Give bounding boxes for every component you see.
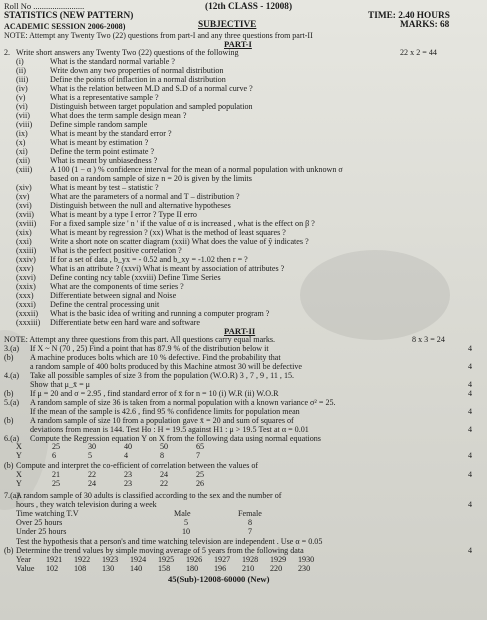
part1-title: PART-I	[224, 39, 252, 49]
part2-question-text: Take all possible samples of size 3 from the population (W.O.R) 3 , 7 , 9 , 11 , 15.	[30, 371, 295, 380]
table-cell: 25	[52, 442, 61, 451]
table-cell: 102	[46, 564, 59, 573]
marks-7b: 4	[468, 546, 473, 555]
table-cell: Over 25 hours	[16, 518, 63, 527]
table-cell: Y	[16, 479, 22, 488]
part2-question-text: A random sample of size 36 is taken from a normal population with a known variance σ² = 25.	[30, 398, 336, 407]
table-cell: 1927	[214, 555, 231, 564]
part1-question-item	[16, 165, 343, 174]
question-number: (iii)	[16, 75, 29, 84]
header-note: NOTE: Attempt any Twenty Two (22) questions from part-I and any three questions from part-II	[4, 31, 313, 40]
table-cell: Male	[174, 509, 191, 518]
table-cell: 196	[214, 564, 227, 573]
question-text: Distinguish between target population and sampled population	[50, 102, 253, 111]
part2-question-text: If the mean of the sample is 42.6 , find 95 % confidence limits for population mean	[30, 407, 300, 416]
question-number: (i)	[16, 57, 24, 66]
question-number: (vi)	[16, 102, 28, 111]
part1-question-item	[16, 255, 248, 264]
class-title: (12th CLASS - 12008)	[205, 2, 293, 12]
question-text: Define conting ncy table (xxviii) Define Time Series	[50, 273, 221, 282]
question-7a-text: A random sample of 30 adults is classified according to the sex and the number of	[16, 491, 282, 500]
table-row-y	[16, 479, 232, 488]
part2-question-text: If μ = 20 and σ = 2.95 , find standard error of x̄ for n = 10 (i) W.R (ii) W.O.R	[30, 389, 279, 398]
question-number: (xii)	[16, 156, 30, 165]
table-cell: Under 25 hours	[16, 527, 67, 536]
table-cell: 10	[182, 527, 191, 536]
part1-question-item	[16, 147, 154, 156]
table-row	[16, 518, 308, 527]
question-text: What are the components of time series ?	[50, 282, 184, 291]
time-allowed: TIME: 2.40 HOURS	[368, 11, 450, 21]
question-text: Write down any two properties of normal distribution	[50, 66, 224, 75]
table-row-year	[16, 555, 326, 564]
question-text: Define the points of inflaction in a normal distribution	[50, 75, 226, 84]
table-cell: 1924	[130, 555, 147, 564]
section-title: SUBJECTIVE	[198, 20, 257, 30]
part1-question-number: 2.	[4, 48, 11, 57]
question-text: What is meant by the standard error ?	[50, 129, 172, 138]
table-cell: 7	[196, 451, 201, 460]
question-text: What is the perfect positive correlation ?	[50, 246, 182, 255]
part2-question-label: (b)	[4, 416, 14, 425]
part2-question-text: A random sample of size 10 from a population gave x̄ = 20 and sum of squares of	[30, 416, 294, 425]
table-cell: 23	[124, 470, 133, 479]
table-cell: X	[16, 442, 22, 451]
table-cell: 1923	[102, 555, 119, 564]
table-cell: 140	[130, 564, 143, 573]
table-cell: 1928	[242, 555, 259, 564]
part1-question-item	[16, 111, 186, 120]
question-number: (xxx)	[16, 291, 34, 300]
table-cell: 1922	[74, 555, 91, 564]
table-header-row	[16, 509, 308, 518]
question-text: Differentiate between signal and Noise	[50, 291, 177, 300]
question-number: (xxv)	[16, 264, 34, 273]
table-cell: 1925	[158, 555, 175, 564]
question-number: (xxvi)	[16, 273, 36, 282]
academic-session: ACADEMIC SESSION 2006-2008)	[4, 22, 126, 31]
table-row-x	[16, 470, 232, 479]
part1-question-item	[16, 318, 200, 327]
question-7b-text: Determine the trend values by simple moving average of 5 years from the following data	[16, 546, 304, 555]
part2-question-marks: 4	[468, 344, 473, 353]
time-series-table	[16, 555, 326, 573]
part1-question-item	[16, 282, 184, 291]
part1-question-item	[16, 246, 182, 255]
part1-question-item	[16, 201, 231, 210]
question-number: (viii)	[16, 120, 33, 129]
question-6b-label: (b)	[4, 461, 14, 470]
part2-question-label: 6.(a)	[4, 434, 20, 443]
table-cell: 220	[270, 564, 283, 573]
marks-7a: 4	[468, 500, 473, 509]
table-cell: 30	[88, 442, 97, 451]
question-text: What is meant by a type I error ? Type II erro	[50, 210, 197, 219]
table-row-x	[16, 442, 232, 451]
part1-question-item	[16, 300, 159, 309]
question-text: What is a representative sample ?	[50, 93, 159, 102]
part2-question-text: A machine produces bolts which are 10 % defective. Find the probability that	[30, 353, 281, 362]
table-cell: 65	[196, 442, 205, 451]
table-cell: 22	[88, 470, 97, 479]
question-7b-label: (b)	[4, 546, 14, 555]
table-cell: Year	[16, 555, 31, 564]
part1-question-item	[16, 219, 315, 228]
part1-marks: 22 x 2 = 44	[400, 48, 437, 57]
question-number: (ix)	[16, 129, 28, 138]
table-row-y	[16, 451, 232, 460]
part1-question-item	[16, 57, 175, 66]
part1-question-item	[16, 75, 226, 84]
question-number: (xxiii)	[16, 246, 37, 255]
part2-question-marks: 4	[468, 425, 473, 434]
question-6b-text: Compute and interpret the co-efficient of correlation between the values of	[16, 461, 259, 470]
part2-question-marks: 4	[468, 380, 473, 389]
marks-6a: 4	[468, 451, 473, 460]
marks-6b: 4	[468, 470, 473, 479]
question-text: What is meant by estimation ?	[50, 138, 149, 147]
part1-question-item	[16, 309, 269, 318]
table-cell: Time watching T.V	[16, 509, 79, 518]
part1-question-item	[16, 174, 252, 183]
table-cell: 25	[52, 479, 61, 488]
table-row-value	[16, 564, 326, 573]
part2-question-marks: 4	[468, 407, 473, 416]
question-number: (xvi)	[16, 201, 32, 210]
part1-question-item	[16, 93, 159, 102]
subject-title: STATISTICS (NEW PATTERN)	[4, 11, 134, 21]
question-number: (xxiv)	[16, 255, 36, 264]
part2-title: PART-II	[224, 326, 256, 336]
question-number: (x)	[16, 138, 26, 147]
table-cell: 130	[102, 564, 115, 573]
question-number: (xiv)	[16, 183, 32, 192]
question-number: (xv)	[16, 192, 30, 201]
question-number: (xi)	[16, 147, 28, 156]
roll-number: Roll No ........................	[4, 1, 85, 11]
scan-smudge	[300, 250, 450, 340]
part1-question-item	[16, 273, 221, 282]
table-cell: Female	[238, 509, 262, 518]
table-cell: 21	[52, 470, 61, 479]
table-cell: 1930	[298, 555, 315, 564]
table-cell: Value	[16, 564, 35, 573]
contingency-table	[16, 509, 308, 536]
question-text: What is meant by test – statistic ?	[50, 183, 159, 192]
part1-question-item	[16, 210, 197, 219]
part2-marks: 8 x 3 = 24	[412, 335, 445, 344]
table-cell: Y	[16, 451, 22, 460]
question-text: For a fixed sample size ' n ' if the value of α is increased , what is the effect on β ?	[50, 219, 315, 228]
part2-question-label: 4.(a)	[4, 371, 20, 380]
question-text: Define the central processing unit	[50, 300, 160, 309]
table-cell: 180	[186, 564, 199, 573]
table-cell: 108	[74, 564, 87, 573]
part2-question-text: Show that μ_x̄ = μ	[30, 380, 91, 389]
question-number: (xviii)	[16, 219, 37, 228]
part1-question-item	[16, 183, 159, 192]
table-cell: X	[16, 470, 22, 479]
part2-question-label: 3.(a)	[4, 344, 20, 353]
table-cell: 230	[298, 564, 311, 573]
part1-question-item	[16, 192, 240, 201]
part1-question-item	[16, 138, 148, 147]
question-number: (xiii)	[16, 165, 33, 174]
part1-question-item	[16, 156, 157, 165]
question-7a-text: Test the hypothesis that a person's and time watching television are independent . Use α = 0.05	[16, 537, 323, 546]
question-number: (xvii)	[16, 210, 34, 219]
part1-instruction: Write short answers any Twenty Two (22) questions of the following	[16, 48, 239, 57]
question-number: (v)	[16, 93, 26, 102]
question-text: What does the term sample design mean ?	[50, 111, 187, 120]
table-cell: 50	[160, 442, 169, 451]
question-number: (ii)	[16, 66, 26, 75]
table-cell: 22	[160, 479, 169, 488]
table-cell: 6	[52, 451, 57, 460]
question-number: (xix)	[16, 228, 32, 237]
table-cell: 5	[184, 518, 189, 527]
total-marks: MARKS: 68	[400, 20, 450, 30]
question-number: (xxi)	[16, 237, 32, 246]
question-text: Define the term point estimate ?	[50, 147, 155, 156]
table-cell: 5	[88, 451, 93, 460]
table-cell: 25	[196, 470, 205, 479]
part2-question-text: deviations from mean is 144. Test Ho : H = 19.5 against H1 : μ > 19.5 Test at α = 0.01	[30, 425, 309, 434]
question-number: (iv)	[16, 84, 28, 93]
part1-question-item	[16, 84, 253, 93]
question-text: Define simple random sample	[50, 120, 148, 129]
question-text: What are the parameters of a normal and T – distribution ?	[50, 192, 240, 201]
part1-question-item	[16, 120, 147, 129]
part2-question-marks: 4	[468, 389, 473, 398]
part2-question-marks: 4	[468, 362, 473, 371]
table-cell: 8	[160, 451, 165, 460]
part1-question-item	[16, 264, 284, 273]
question-7a-label: 7.(a)	[4, 491, 20, 500]
question-text: Distinguish between the null and alternative hypotheses	[50, 201, 231, 210]
table-cell: 1921	[46, 555, 63, 564]
regression-data-table	[16, 442, 232, 460]
part2-question-label: 5.(a)	[4, 398, 20, 407]
table-cell: 7	[248, 527, 253, 536]
question-number: (xxix)	[16, 282, 36, 291]
table-cell: 40	[124, 442, 133, 451]
question-number: (xxxiii)	[16, 318, 41, 327]
table-cell: 8	[248, 518, 253, 527]
question-number: (vii)	[16, 111, 30, 120]
question-text: What is meant by unbiasedness ?	[50, 156, 158, 165]
paper-footer: 45(Sub)-12008-60000 (New)	[168, 574, 270, 584]
table-cell: 1926	[186, 555, 203, 564]
part2-question-text: If X ~ N (70 , 25) Find a point that has 87.9 % of the distribution below it	[30, 344, 269, 353]
part1-question-item	[16, 228, 286, 237]
table-cell: 210	[242, 564, 255, 573]
table-row	[16, 527, 308, 536]
question-number: (xxxii)	[16, 309, 39, 318]
part2-question-label: (b)	[4, 389, 14, 398]
correlation-data-table	[16, 470, 232, 488]
question-text: What is the basic idea of writing and running a computer program ?	[50, 309, 270, 318]
question-text: What is meant by regression ? (xx) What is the method of least squares ?	[50, 228, 286, 237]
question-text: Differentiate betw een hard ware and software	[50, 318, 200, 327]
table-cell: 4	[124, 451, 129, 460]
part1-question-item	[16, 291, 176, 300]
part2-question-text: a random sample of 400 bolts produced by this Machine atmost 30 will be defective	[30, 362, 302, 371]
question-text: A 100 (1 − α ) % confidence interval for the mean of a normal population with unknown σ	[50, 165, 343, 174]
question-text: Write a short note on scatter diagram (xxii) What does the value of ŷ indicates ?	[50, 237, 309, 246]
part1-question-item	[16, 102, 253, 111]
table-cell: 26	[196, 479, 205, 488]
part1-question-item	[16, 129, 172, 138]
part1-question-item	[16, 66, 223, 75]
table-cell: 158	[158, 564, 171, 573]
part2-note: NOTE: Attempt any three questions from this part. All questions carry equal marks.	[4, 335, 276, 344]
question-number: (xxxi)	[16, 300, 36, 309]
table-cell: 24	[88, 479, 97, 488]
question-7a-text: hours , they watch television during a week	[16, 500, 157, 509]
question-text: based on a random sample of size n = 20 is given by the limits	[50, 174, 252, 183]
part2-question-text: Compute the Regression equation Y on X from the following data using normal equations	[30, 434, 321, 443]
question-text: If for a set of data , b_yx = - 0.52 and b_xy = -1.02 then r = ?	[50, 255, 248, 264]
table-cell: 24	[160, 470, 169, 479]
question-text: What is the relation between M.D and S.D of a normal curve ?	[50, 84, 253, 93]
part2-question-label: (b)	[4, 353, 14, 362]
table-cell: 23	[124, 479, 133, 488]
part1-question-item	[16, 237, 309, 246]
question-text: What is the standard normal variable ?	[50, 57, 175, 66]
table-cell: 1929	[270, 555, 287, 564]
question-text: What is an attribute ? (xxvi) What is meant by association of attributes ?	[50, 264, 285, 273]
